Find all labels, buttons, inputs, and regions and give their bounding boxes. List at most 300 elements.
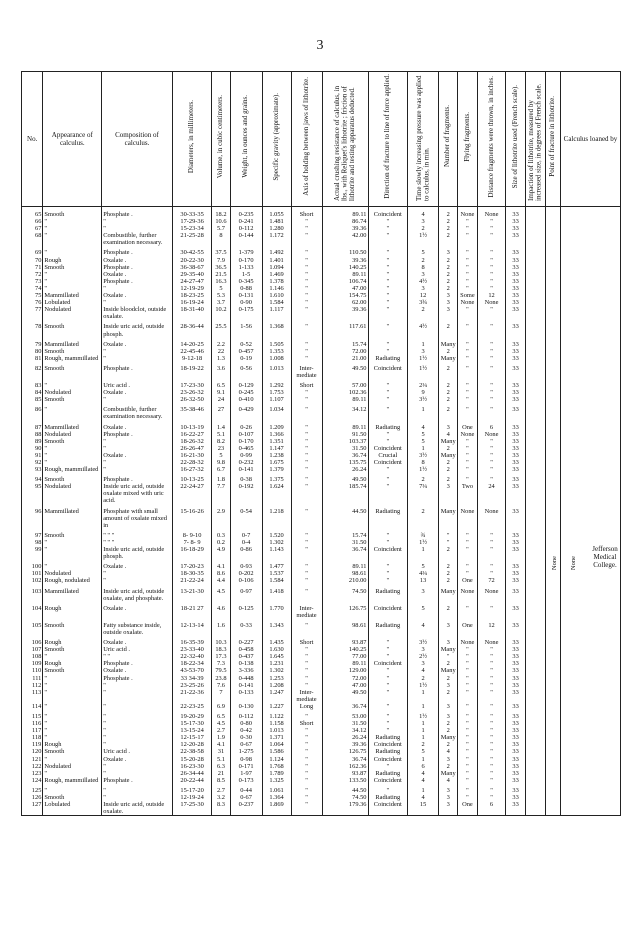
table-cell: 33 — [506, 794, 525, 801]
table-cell: " — [477, 348, 506, 355]
table-cell — [546, 653, 561, 660]
table-body — [22, 207, 621, 816]
table-cell: 0-141 — [230, 466, 262, 473]
table-cell: " — [368, 710, 408, 720]
table-cell: Coincident — [368, 660, 408, 667]
table-cell: " — [43, 271, 102, 278]
table-cell: 2 — [408, 225, 439, 232]
table-cell: 0-241 — [230, 218, 262, 225]
table-cell: " — [368, 271, 408, 278]
table-cell: Inside uric acid, outside phosph. — [102, 320, 173, 337]
table-cell: 89.11 — [322, 207, 368, 219]
table-cell: " — [368, 667, 408, 674]
table-cell: 2½ — [408, 653, 439, 660]
table-cell: Rough, nodulated — [43, 577, 102, 584]
table-cell: " — [458, 756, 477, 763]
table-cell — [525, 292, 545, 299]
table-cell: 2 — [439, 459, 458, 466]
table-cell — [525, 646, 545, 653]
header-direction: Direction of fracture to line of force applied. — [368, 72, 408, 207]
table-cell: 92 — [22, 459, 43, 466]
table-cell: 1½ — [408, 355, 439, 362]
table-cell: 15-20-28 — [172, 756, 212, 763]
table-cell — [546, 646, 561, 653]
table-cell: 34.12 — [322, 727, 368, 734]
table-cell: " — [477, 271, 506, 278]
table-cell: 102 — [22, 577, 43, 584]
table-cell — [525, 539, 545, 546]
table-cell: " — [368, 682, 408, 689]
table-cell — [546, 570, 561, 577]
table-cell: 21-22-24 — [172, 577, 212, 584]
table-cell: 2 — [408, 306, 439, 320]
table-cell: 1.584 — [262, 299, 291, 306]
table-cell: 118 — [22, 734, 43, 741]
table-cell: None — [477, 585, 506, 602]
table-cell: Phosphate with small amount of oxalate mixed in — [102, 505, 173, 529]
table-row — [22, 675, 621, 682]
table-cell: 0-144 — [230, 232, 262, 246]
table-cell: " — [368, 570, 408, 577]
table-cell — [560, 529, 620, 539]
table-cell — [525, 225, 545, 232]
table-cell: 1.520 — [262, 529, 291, 539]
table-cell: 103 — [22, 585, 43, 602]
table-cell: ¾ — [408, 529, 439, 539]
table-cell: 0-173 — [230, 777, 262, 784]
table-cell: 0-67 — [230, 741, 262, 748]
table-cell: 33 — [506, 264, 525, 271]
table-cell: 2 — [439, 466, 458, 473]
table-cell: 33 — [506, 560, 525, 570]
table-cell — [560, 306, 620, 320]
table-cell: Some — [458, 292, 477, 299]
table-cell: " — [291, 727, 322, 734]
table-cell: Short — [291, 720, 322, 727]
table-cell: " — [102, 466, 173, 473]
table-cell: 1-97 — [230, 770, 262, 777]
table-cell — [560, 438, 620, 445]
table-cell — [560, 355, 620, 362]
table-cell: 0-130 — [230, 703, 262, 710]
table-cell: 1.013 — [262, 362, 291, 379]
table-cell: 1.231 — [262, 660, 291, 667]
table-cell: 3 — [439, 710, 458, 720]
table-cell: 10.6 — [212, 218, 230, 225]
table-cell — [546, 727, 561, 734]
table-cell: 33 — [506, 278, 525, 285]
table-cell: 2 — [439, 348, 458, 355]
table-cell: 1.9 — [212, 734, 230, 741]
table-cell — [525, 459, 545, 466]
table-cell: 119 — [22, 741, 43, 748]
table-cell: Inside uric acid, outside oxalate mixed with uric acid. — [102, 483, 173, 504]
table-cell: " — [458, 710, 477, 720]
table-cell: None — [458, 431, 477, 438]
table-cell: 1-5 — [230, 271, 262, 278]
table-cell: 1 — [408, 689, 439, 703]
table-cell: 9.1 — [212, 389, 230, 396]
table-cell: 15 — [408, 801, 439, 816]
table-cell: 106 — [22, 636, 43, 646]
table-cell: 33 — [506, 232, 525, 246]
table-cell: 1.061 — [262, 784, 291, 794]
table-cell: 36.74 — [322, 756, 368, 763]
table-cell — [560, 483, 620, 504]
table-cell — [546, 473, 561, 483]
table-cell: 1.124 — [262, 756, 291, 763]
table-cell — [546, 320, 561, 337]
table-cell — [546, 421, 561, 431]
table-cell: 5 — [408, 602, 439, 619]
table-cell: " — [458, 727, 477, 734]
table-cell: " — [477, 653, 506, 660]
table-row — [22, 473, 621, 483]
table-cell: 111 — [22, 675, 43, 682]
table-cell: " — [102, 396, 173, 403]
table-row — [22, 720, 621, 727]
table-cell: " — [458, 794, 477, 801]
table-cell: 74.50 — [322, 794, 368, 801]
table-cell: 127 — [22, 801, 43, 816]
table-cell: 24 — [212, 396, 230, 403]
table-row — [22, 570, 621, 577]
table-cell: 33 — [506, 675, 525, 682]
table-cell: " — [291, 278, 322, 285]
table-cell: Smooth — [43, 529, 102, 539]
table-cell: 77.00 — [322, 653, 368, 660]
header-time: Time slowly increasing pressure was applied to calculus, in min. — [408, 72, 439, 207]
header-size: Size of lithotrite used (French scale). — [506, 72, 525, 207]
table-cell — [525, 734, 545, 741]
table-cell: Phosphate . — [102, 675, 173, 682]
table-cell: 7 — [212, 689, 230, 703]
table-cell: 3 — [408, 348, 439, 355]
table-cell: 1½ — [408, 682, 439, 689]
table-cell — [560, 421, 620, 431]
table-cell: " — [368, 784, 408, 794]
table-cell: 3 — [439, 619, 458, 636]
table-cell: 33 — [506, 218, 525, 225]
table-cell: 1.368 — [262, 320, 291, 337]
table-cell: 22 — [212, 348, 230, 355]
table-cell: " — [43, 784, 102, 794]
table-row — [22, 421, 621, 431]
table-row — [22, 225, 621, 232]
table-cell: " — [368, 720, 408, 727]
table-cell: 35-38-46 — [172, 403, 212, 420]
table-cell — [560, 278, 620, 285]
table-cell: 4 — [408, 770, 439, 777]
table-cell: 2.7 — [212, 784, 230, 794]
table-cell: 4.6 — [212, 602, 230, 619]
table-row — [22, 801, 621, 816]
table-cell: " — [368, 379, 408, 389]
table-cell: " — [291, 246, 322, 256]
table-cell: 126 — [22, 794, 43, 801]
table-row — [22, 727, 621, 734]
table-cell: 70 — [22, 257, 43, 264]
table-cell: 4 — [408, 207, 439, 219]
point-none: None — [570, 556, 577, 571]
table-cell: 112 — [22, 682, 43, 689]
table-cell: " — [458, 257, 477, 264]
table-cell — [546, 794, 561, 801]
table-cell: 33 — [506, 748, 525, 755]
table-row — [22, 784, 621, 794]
table-cell — [560, 320, 620, 337]
table-cell: " — [102, 570, 173, 577]
table-cell: Smooth — [43, 794, 102, 801]
table-cell: " — [291, 675, 322, 682]
table-cell: 31.50 — [322, 539, 368, 546]
table-cell: 185.74 — [322, 483, 368, 504]
table-cell: Inside bloodclot, outside oxalate. — [102, 306, 173, 320]
table-cell: 3 — [439, 682, 458, 689]
table-cell — [560, 689, 620, 703]
table-cell: Uric acid . — [102, 379, 173, 389]
table-cell: 3 — [408, 218, 439, 225]
table-cell: 1.869 — [262, 801, 291, 816]
table-cell — [546, 306, 561, 320]
table-cell: 33 — [506, 403, 525, 420]
table-cell: 1.158 — [262, 720, 291, 727]
table-cell: None — [477, 299, 506, 306]
table-cell: 4 — [408, 619, 439, 636]
table-cell: " — [291, 306, 322, 320]
table-cell: " — [477, 602, 506, 619]
table-cell: 0-7 — [230, 529, 262, 539]
table-cell: " — [291, 777, 322, 784]
table-cell: " — [43, 653, 102, 660]
table-cell — [525, 246, 545, 256]
table-cell: 3½ — [408, 396, 439, 403]
table-cell: " — [43, 278, 102, 285]
table-cell: 49.50 — [322, 689, 368, 703]
table-cell: 1.3 — [212, 355, 230, 362]
table-cell: 2 — [408, 741, 439, 748]
table-cell: 2 — [439, 403, 458, 420]
table-cell: 23 — [212, 445, 230, 452]
table-cell: " — [291, 560, 322, 570]
table-cell: " — [291, 577, 322, 584]
table-cell: Phosphate . — [102, 777, 173, 784]
table-cell: 0-171 — [230, 763, 262, 770]
table-cell: 33 — [506, 246, 525, 256]
table-cell — [560, 396, 620, 403]
table-cell: 9-12-18 — [172, 355, 212, 362]
table-cell: 9 — [408, 389, 439, 396]
table-cell: 0-112 — [230, 710, 262, 720]
table-cell — [560, 570, 620, 577]
table-cell — [525, 660, 545, 667]
table-cell: One — [458, 801, 477, 816]
table-cell: 33 — [506, 546, 525, 560]
table-cell: 33 — [506, 466, 525, 473]
table-cell: 8 — [212, 232, 230, 246]
table-cell: 1.4 — [212, 421, 230, 431]
table-cell: 1.753 — [262, 389, 291, 396]
table-cell: 1 — [408, 727, 439, 734]
table-cell: " — [291, 682, 322, 689]
table-cell: 13-21-30 — [172, 585, 212, 602]
table-row — [22, 529, 621, 539]
table-cell — [560, 292, 620, 299]
table-cell: 154.75 — [322, 292, 368, 299]
header-specific-gravity: Specific gravity (approximate). — [262, 72, 291, 207]
table-cell: " — [477, 763, 506, 770]
table-cell: 1.143 — [262, 546, 291, 560]
table-cell: Nodulated — [43, 763, 102, 770]
table-cell: 78 — [22, 320, 43, 337]
table-cell: 68 — [22, 232, 43, 246]
table-cell: 42.00 — [322, 232, 368, 246]
table-cell: Uric acid . — [102, 748, 173, 755]
table-cell: 4 — [408, 667, 439, 674]
table-cell: " — [368, 225, 408, 232]
table-cell: Oxalate . — [102, 602, 173, 619]
table-cell: 1.401 — [262, 257, 291, 264]
table-cell: " — [368, 264, 408, 271]
table-cell: 210.00 — [322, 577, 368, 584]
table-cell — [525, 636, 545, 646]
table-cell: 1.379 — [262, 466, 291, 473]
table-cell: 179.36 — [322, 801, 368, 816]
table-cell: " — [368, 539, 408, 546]
table-cell: 0-345 — [230, 278, 262, 285]
table-cell: 39.36 — [322, 741, 368, 748]
table-cell: 126.75 — [322, 602, 368, 619]
table-cell: 0-138 — [230, 660, 262, 667]
table-cell: 105 — [22, 619, 43, 636]
table-cell: " — [368, 763, 408, 770]
table-cell: 33 — [506, 646, 525, 653]
table-cell: 33 — [506, 320, 525, 337]
table-cell: 1.481 — [262, 218, 291, 225]
table-cell: 84 — [22, 389, 43, 396]
table-cell: " — [368, 646, 408, 653]
table-cell: " — [477, 710, 506, 720]
table-cell — [546, 748, 561, 755]
table-cell: 0-86 — [230, 546, 262, 560]
table-cell: 9.8 — [212, 459, 230, 466]
table-cell: 86.74 — [322, 218, 368, 225]
table-cell: 21-25-28 — [172, 232, 212, 246]
table-cell: 0-106 — [230, 577, 262, 584]
table-cell: Nodulated — [43, 570, 102, 577]
table-cell: 7.9 — [212, 257, 230, 264]
table-cell — [525, 748, 545, 755]
table-cell: 33 — [506, 452, 525, 459]
table-cell: " — [458, 748, 477, 755]
table-cell: 33 — [506, 438, 525, 445]
table-cell: " — [458, 770, 477, 777]
table-cell: " — [291, 438, 322, 445]
table-cell: " — [291, 421, 322, 431]
table-cell: 33 — [506, 703, 525, 710]
table-cell: 8.3 — [212, 801, 230, 816]
table-cell: 34.12 — [322, 403, 368, 420]
table-row — [22, 271, 621, 278]
table-cell — [525, 362, 545, 379]
table-cell: 18-23-25 — [172, 292, 212, 299]
table-cell: " — [291, 585, 322, 602]
table-cell: " — [477, 338, 506, 348]
table-cell: 2 — [439, 257, 458, 264]
table-cell — [560, 403, 620, 420]
table-cell: 3.6 — [212, 362, 230, 379]
table-cell: 10.3 — [212, 636, 230, 646]
table-cell — [560, 232, 620, 246]
table-cell: 7.7 — [212, 483, 230, 504]
table-cell: " — [368, 389, 408, 396]
table-cell: Radiating — [368, 770, 408, 777]
table-cell: " — [291, 653, 322, 660]
table-cell: 2 — [439, 320, 458, 337]
table-cell: Rough, mammillated — [43, 466, 102, 473]
table-cell — [525, 763, 545, 770]
table-cell: 1.366 — [262, 431, 291, 438]
header-weight: Weight, in ounces and grains. — [230, 72, 262, 207]
table-cell: 3 — [408, 646, 439, 653]
table-cell — [560, 777, 620, 784]
table-cell: 3 — [439, 306, 458, 320]
table-row — [22, 218, 621, 225]
table-cell — [546, 445, 561, 452]
table-cell: 44.50 — [322, 505, 368, 529]
table-cell: " — [458, 362, 477, 379]
table-cell: 6 — [477, 421, 506, 431]
table-cell: 33 — [506, 577, 525, 584]
table-cell: 140.25 — [322, 264, 368, 271]
table-cell: " — [291, 348, 322, 355]
table-cell: 1.292 — [262, 379, 291, 389]
table-cell: " — [368, 320, 408, 337]
table-cell: " — [291, 403, 322, 420]
table-cell: " — [291, 505, 322, 529]
table-cell: 0-52 — [230, 338, 262, 348]
table-cell: " — [368, 431, 408, 438]
table-cell: " — [291, 529, 322, 539]
table-cell: Phosphate . — [102, 431, 173, 438]
table-cell: " — [291, 801, 322, 816]
table-cell: 33 — [506, 285, 525, 292]
table-cell: 110 — [22, 667, 43, 674]
table-cell: 26.24 — [322, 466, 368, 473]
table-cell: 0-457 — [230, 348, 262, 355]
table-row — [22, 689, 621, 703]
table-cell: " — [102, 225, 173, 232]
table-cell — [546, 505, 561, 529]
table-cell: 17-29-36 — [172, 218, 212, 225]
table-cell: 0.2 — [212, 539, 230, 546]
table-cell: 17.3 — [212, 653, 230, 660]
table-cell: 1.008 — [262, 355, 291, 362]
table-cell — [525, 473, 545, 483]
table-cell: 0-30 — [230, 734, 262, 741]
table-cell: 33 — [506, 473, 525, 483]
table-cell: 4.1 — [212, 560, 230, 570]
table-cell: " — [458, 271, 477, 278]
table-cell: " — [368, 246, 408, 256]
table-cell: 0-202 — [230, 570, 262, 577]
table-row — [22, 734, 621, 741]
table-cell: 87 — [22, 421, 43, 431]
table-cell — [560, 225, 620, 232]
table-cell: 22-45-46 — [172, 348, 212, 355]
table-cell: 2 — [439, 727, 458, 734]
table-cell: " — [368, 560, 408, 570]
